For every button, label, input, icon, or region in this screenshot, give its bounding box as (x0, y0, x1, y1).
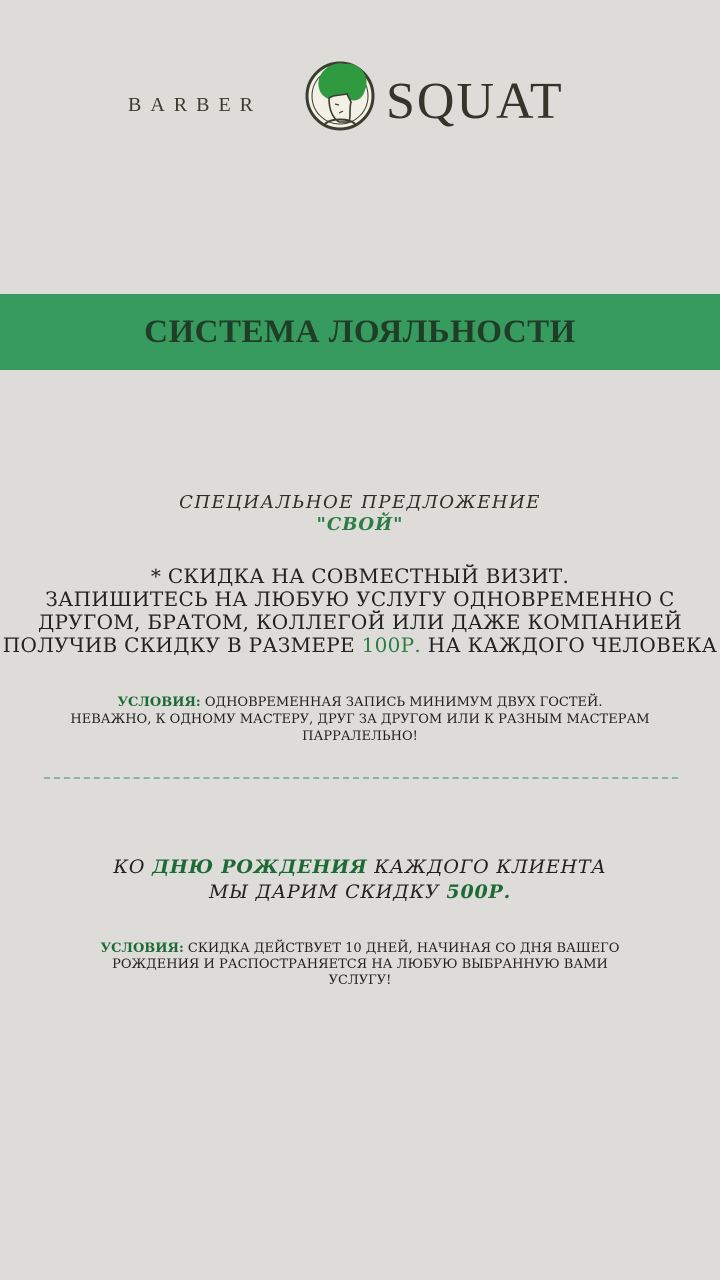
offer-discount-amount: 100Р. (361, 633, 422, 657)
conditions-label: УСЛОВИЯ: (117, 695, 201, 710)
offer-line (0, 634, 720, 657)
birthday-line (0, 855, 720, 880)
birthday-text: МЫ ДАРИМ СКИДКУ (209, 881, 447, 903)
conditions-line (0, 694, 720, 711)
birthday-highlight: ДНЮ РОЖДЕНИЯ (152, 856, 368, 878)
section-divider (44, 777, 678, 779)
birthday-offer (0, 855, 720, 905)
conditions-line (0, 941, 720, 957)
offer-line: ДРУГОМ, БРАТОМ, КОЛЛЕГОЙ ИЛИ ДАЖЕ КОМПАНИЕЙ (37, 610, 683, 634)
offer-name: "СВОЙ" (316, 514, 404, 535)
brand-logo (0, 50, 720, 140)
birthday-text: КАЖДОГО КЛИЕНТА (367, 856, 607, 878)
offer-line-text: НА КАЖДОГО ЧЕЛОВЕКА (421, 633, 718, 657)
conditions-label: УСЛОВИЯ: (100, 941, 184, 956)
conditions-line: НЕВАЖНО, К ОДНОМУ МАСТЕРУ, ДРУГ ЗА ДРУГОМ ИЛИ К РАЗНЫМ МАСТЕРАМ (70, 712, 650, 727)
conditions-text: СКИДКА ДЕЙСТВУЕТ 10 ДНЕЙ, НАЧИНАЯ СО ДНЯ ВАШЕГО (183, 941, 620, 956)
birthday-conditions (0, 941, 720, 989)
conditions-line: УСЛУГУ! (328, 973, 392, 988)
loyalty-banner (0, 294, 720, 370)
birthday-line (0, 880, 720, 905)
offer-description (0, 565, 720, 657)
birthday-discount-amount: 500Р. (446, 881, 511, 903)
offer-line-text: ПОЛУЧИВ СКИДКУ В РАЗМЕРЕ (2, 633, 362, 657)
offer-conditions (0, 694, 720, 745)
logo-barber-word: BARBER (128, 94, 263, 116)
offer-line: ЗАПИШИТЕСЬ НА ЛЮБУЮ УСЛУГУ ОДНОВРЕМЕННО С (45, 587, 675, 611)
logo-squat-word: SQUAT (386, 73, 564, 130)
offer-title: СПЕЦИАЛЬНОЕ ПРЕДЛОЖЕНИЕ (179, 492, 541, 513)
offer-line: * СКИДКА НА СОВМЕСТНЫЙ ВИЗИТ. (150, 564, 570, 588)
birthday-text: КО (113, 856, 153, 878)
conditions-line: РОЖДЕНИЯ И РАСПОСТРАНЯЕТСЯ НА ЛЮБУЮ ВЫБРАННУЮ ВАМИ (112, 957, 608, 972)
conditions-line: ПАРРАЛЕЛЬНО! (302, 729, 418, 744)
conditions-text: ОДНОВРЕМЕННАЯ ЗАПИСЬ МИНИМУМ ДВУХ ГОСТЕЙ. (200, 695, 603, 710)
barber-head-emblem-icon (305, 58, 375, 132)
banner-title: СИСТЕМА ЛОЯЛЬНОСТИ (144, 313, 576, 350)
